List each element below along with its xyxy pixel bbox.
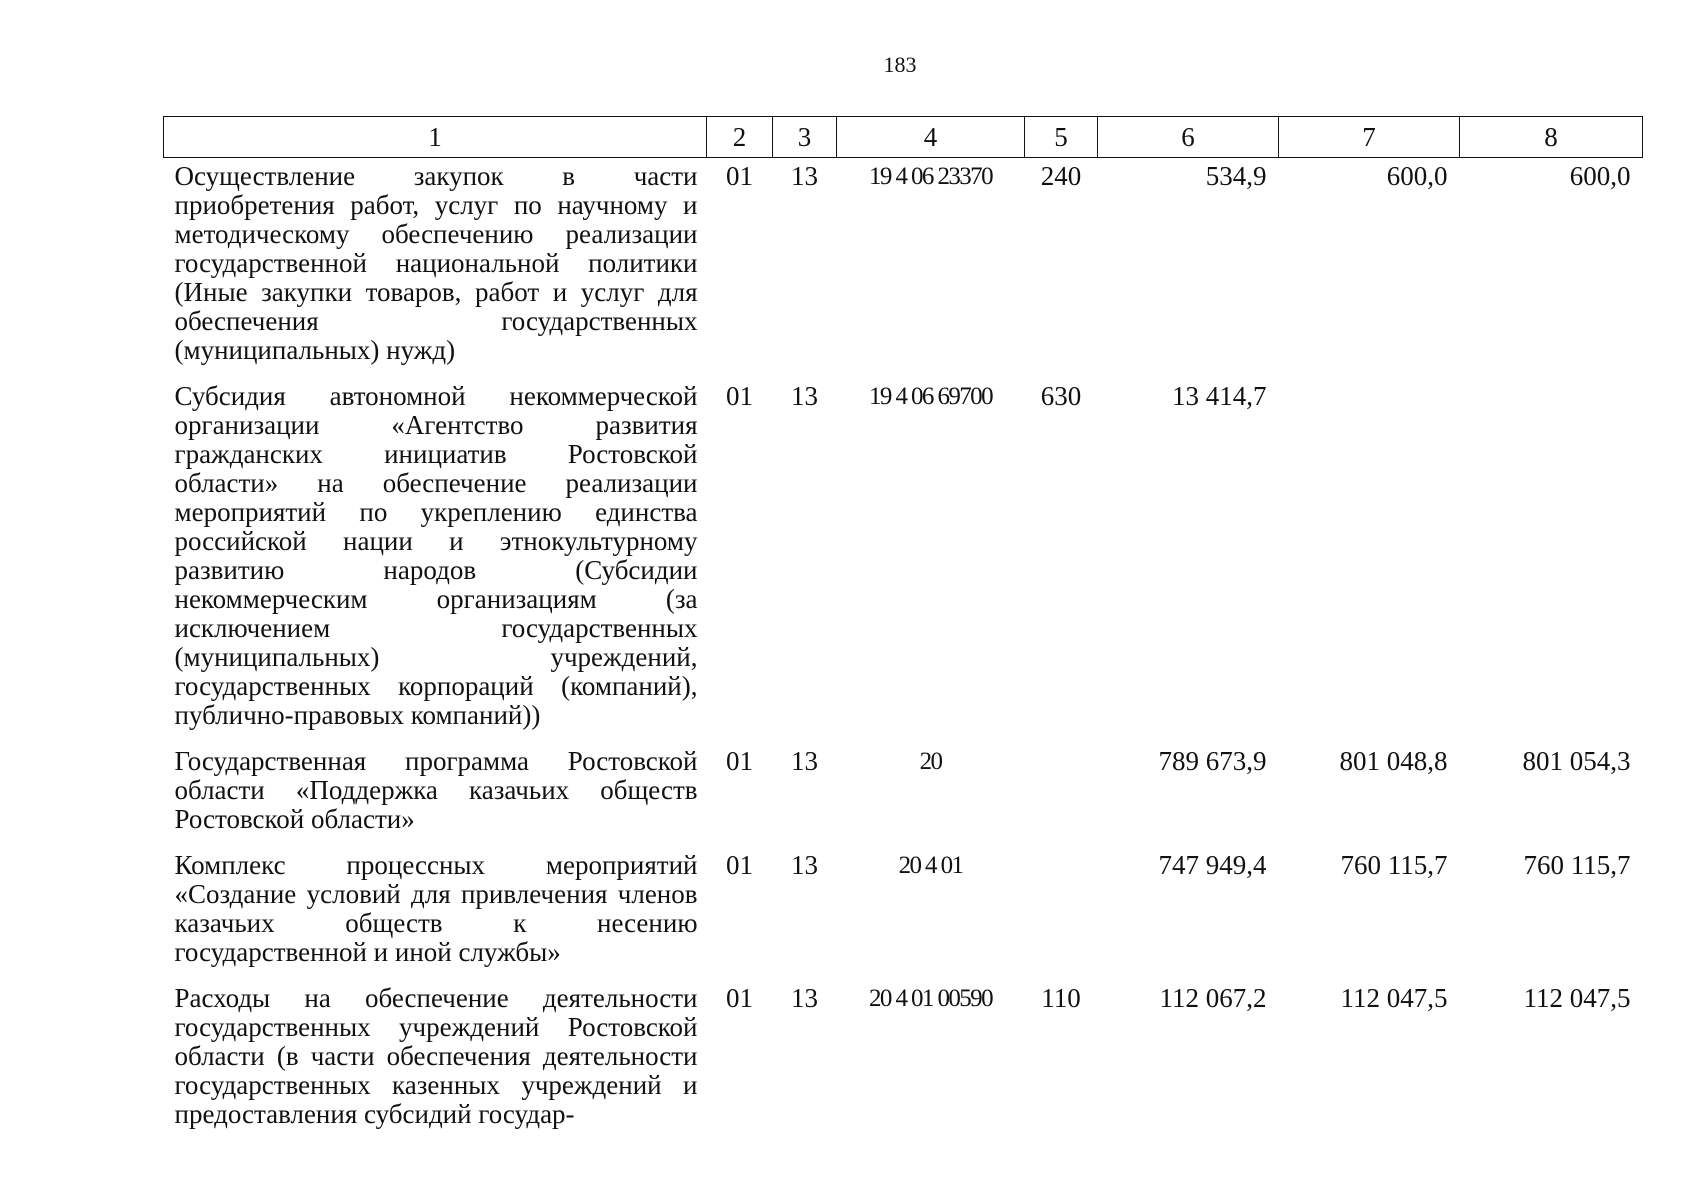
header-cell-7: 7 bbox=[1279, 117, 1460, 158]
subsection-code: 13 bbox=[791, 983, 818, 1013]
section-code: 01 bbox=[726, 381, 753, 411]
subsection-code: 13 bbox=[791, 381, 818, 411]
amount-col-7 bbox=[1279, 374, 1460, 739]
page-number: 183 bbox=[883, 52, 917, 77]
amount-col-8: 760 115,7 bbox=[1523, 850, 1631, 880]
row-description: Расходы на обеспечение деятельности государственных учреждений Ростовской области (в части обеспечения деятельности государственных казенных учреждений и предоставления субсидий государ- bbox=[174, 983, 698, 1129]
expense-type-code: 630 bbox=[1040, 381, 1082, 411]
amount-col-6: 534,9 bbox=[1205, 161, 1267, 191]
budget-table bbox=[163, 116, 1643, 1138]
expense-type-code: 110 bbox=[1041, 983, 1081, 1013]
header-cell-6: 6 bbox=[1098, 117, 1279, 158]
subsection-code: 13 bbox=[791, 850, 818, 880]
amount-col-8: 600,0 bbox=[1569, 161, 1631, 191]
target-article-code: 19 4 06 69700 bbox=[869, 383, 992, 410]
amount-col-6: 112 067,2 bbox=[1159, 983, 1267, 1013]
expense-type-code bbox=[1025, 843, 1098, 976]
section-code: 01 bbox=[726, 850, 753, 880]
row-description: Осуществление закупок в части приобретения работ, услуг по научному и методическому обеспечению реализации государственной национальной политики (Иные закупки товаров, работ и услуг для обеспечения государственных (муниципальных) нужд) bbox=[174, 161, 698, 365]
table-row bbox=[164, 843, 1643, 976]
amount-col-7: 600,0 bbox=[1386, 161, 1448, 191]
target-article-code: 20 4 01 00590 bbox=[869, 985, 992, 1012]
amount-col-6: 13 414,7 bbox=[1172, 381, 1267, 411]
header-cell-1: 1 bbox=[164, 117, 707, 158]
target-article-code: 19 4 06 23370 bbox=[869, 163, 992, 190]
header-row bbox=[164, 117, 1643, 158]
target-article-code: 20 4 01 bbox=[898, 852, 963, 879]
row-description: Комплекс процессных мероприятий «Создание условий для привлечения членов казачьих обществ к несению государственной и иной службы» bbox=[174, 850, 698, 967]
header-cell-4: 4 bbox=[837, 117, 1025, 158]
section-code: 01 bbox=[726, 161, 753, 191]
amount-col-7: 801 048,8 bbox=[1339, 746, 1448, 776]
amount-col-8: 801 054,3 bbox=[1522, 746, 1631, 776]
table-row bbox=[164, 374, 1643, 739]
table-row bbox=[164, 739, 1643, 843]
header-cell-3: 3 bbox=[773, 117, 837, 158]
expense-type-code bbox=[1025, 739, 1098, 843]
amount-col-6: 747 949,4 bbox=[1158, 850, 1267, 880]
row-description: Государственная программа Ростовской области «Поддержка казачьих обществ Ростовской области» bbox=[174, 746, 698, 834]
subsection-code: 13 bbox=[791, 746, 818, 776]
header-cell-8: 8 bbox=[1460, 117, 1643, 158]
amount-col-8 bbox=[1460, 374, 1643, 739]
target-article-code: 20 bbox=[919, 748, 942, 775]
section-code: 01 bbox=[726, 983, 753, 1013]
amount-col-7: 760 115,7 bbox=[1340, 850, 1448, 880]
table-row bbox=[164, 976, 1643, 1138]
table-row bbox=[164, 158, 1643, 375]
header-cell-5: 5 bbox=[1025, 117, 1098, 158]
amount-col-8: 112 047,5 bbox=[1523, 983, 1631, 1013]
section-code: 01 bbox=[726, 746, 753, 776]
row-description: Субсидия автономной некоммерческой организации «Агентство развития гражданских инициатив Ростовской области» на обеспечение реализации мероприятий по укреплению единства российской нации и этнокультурному развитию народов (Субсидии некоммерческим организациям (за исключением государственных (муниципальных) учреждений, государственных корпораций (компаний), публично-правовых компаний)) bbox=[174, 381, 698, 730]
header-cell-2: 2 bbox=[707, 117, 773, 158]
amount-col-7: 112 047,5 bbox=[1340, 983, 1448, 1013]
amount-col-6: 789 673,9 bbox=[1158, 746, 1267, 776]
expense-type-code: 240 bbox=[1040, 161, 1082, 191]
subsection-code: 13 bbox=[791, 161, 818, 191]
